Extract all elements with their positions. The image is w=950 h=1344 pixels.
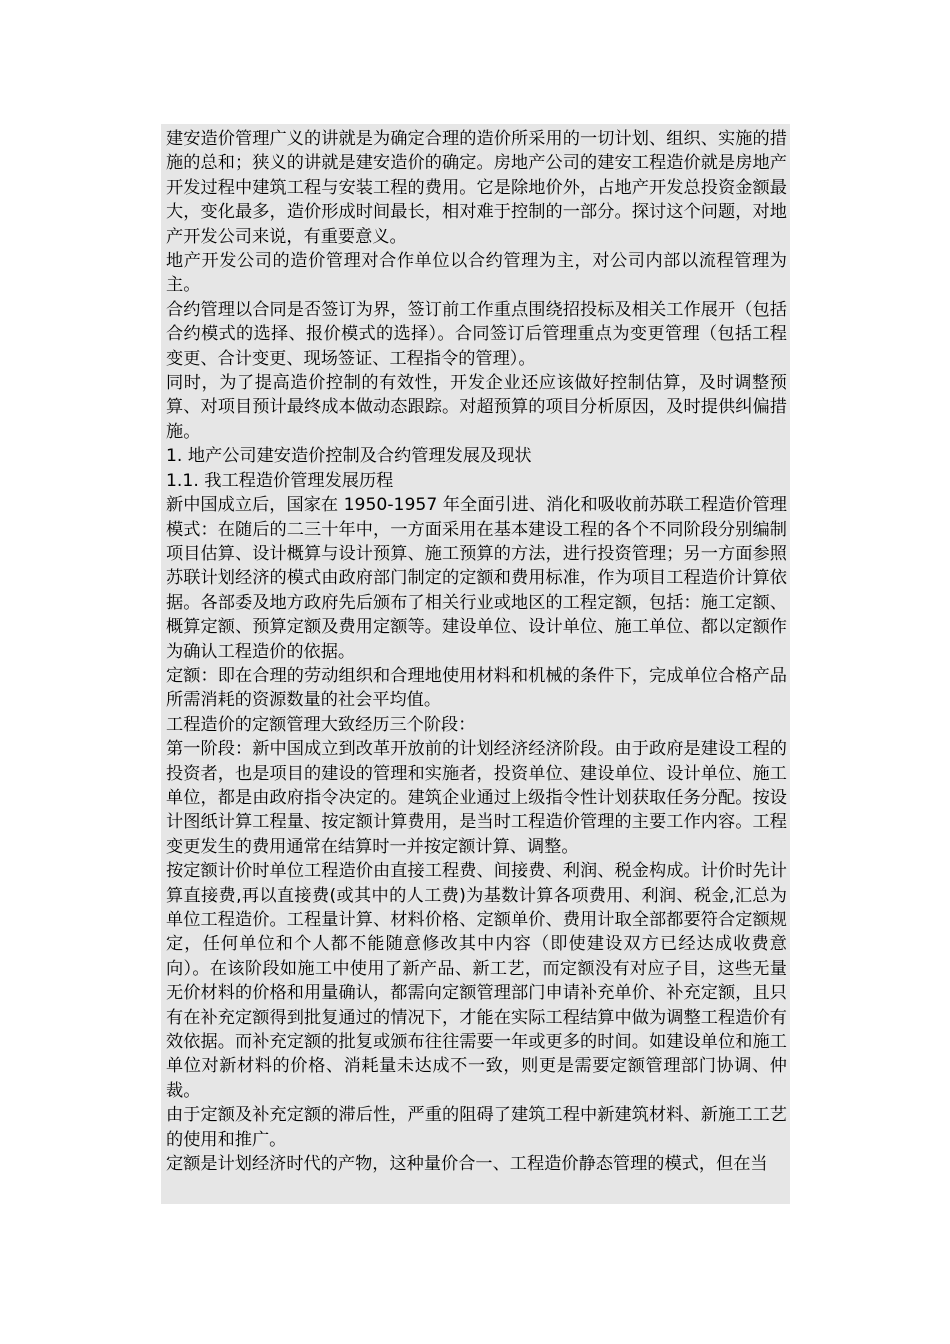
paragraph-planned-economy: 定额是计划经济时代的产物，这种量价合一、工程造价静态管理的模式，但在当	[166, 1154, 768, 1175]
paragraph-stage-one: 第一阶段：新中国成立到改革开放前的计划经济经济阶段。由于政府是建设工程的投资者，也是项目的建设的管理和实施者，投资单位、建设单位、设计单位、施工单位，都是由政府指令决定的。建筑企业通过上级指令性计划获取任务分配。按设计图纸计算工程量、按定额计算费用，是当时工程造价管理的主要工作内容。工程变更发生的费用通常在结算时一并按定额计算、调整。	[166, 739, 787, 857]
paragraph-three-stages: 工程造价的定额管理大致经历三个阶段：	[166, 714, 476, 735]
document-text-block	[161, 124, 790, 1204]
paragraph-quota-definition: 定额：即在合理的劳动组织和合理地使用材料和机械的条件下，完成单位合格产品所需消耗的资源数量的社会平均值。	[166, 665, 787, 711]
paragraph-contract-management: 合约管理以合同是否签订为界，签订前工作重点围绕招投标及相关工作展开（包括合约模式的选择、报价模式的选择）。合同签订后管理重点为变更管理（包括工程变更、合计变更、现场签证、工程指令的管理）。	[166, 299, 787, 369]
paragraph-cost-control: 同时，为了提高造价控制的有效性，开发企业还应该做好控制估算，及时调整预算、对项目预计最终成本做动态跟踪。对超预算的项目分析原因，及时提供纠偏措施。	[166, 373, 787, 442]
paragraph-management-scope: 地产开发公司的造价管理对合作单位以合约管理为主，对公司内部以流程管理为主。	[166, 251, 787, 296]
paragraph-quota-pricing: 按定额计价时单位工程造价由直接工程费、间接费、利润、税金构成。计价时先计算直接费,再以直接费(或其中的人工费)为基数计算各项费用、利润、税金,汇总为单位工程造价。工程量计算、材料价格、定额单价、费用计取全部都要符合定额规定，任何单位和个人都不能随意修改其中内容（即使建设双方已经达成收费意向）。在该阶段如施工中使用了新产品、新工艺，而定额没有对应子目，这些无量无价材料的价格和用量确认，都需向定额管理部门申请补充单价、补充定额，且只有在补充定额得到批复通过的情况下，才能在实际工程结算中做为调整工程造价有效依据。而补充定额的批复或颁布往往需要一年或更多的时间。如建设单位和施工单位对新材料的价格、消耗量未达成不一致，则更是需要定额管理部门协调、仲裁。	[166, 861, 787, 1101]
paragraph-quota-lag: 由于定额及补充定额的滞后性，严重的阻碍了建筑工程中新建筑材料、新施工工艺的使用和推广。	[166, 1105, 787, 1150]
section-heading-1-1: 1.1. 我工程造价管理发展历程	[166, 470, 394, 491]
section-heading-1: 1. 地产公司建安造价控制及合约管理发展及现状	[166, 446, 532, 467]
paragraph-intro: 建安造价管理广义的讲就是为确定合理的造价所采用的一切计划、组织、实施的措施的总和；狭义的讲就是建安造价的确定。房地产公司的建安工程造价就是房地产开发过程中建筑工程与安装工程的费用。它是除地价外，占地产开发总投资金额最大，变化最多，造价形成时间最长，相对难于控制的一部分。探讨这个问题，对地产开发公司来说，有重要意义。	[166, 129, 787, 247]
paragraph-history: 新中国成立后，国家在 1950-1957 年全面引进、消化和吸收前苏联工程造价管理模式：在随后的二三十年中，一方面采用在基本建设工程的各个不同阶段分别编制项目估算、设计概算与设计预算、施工预算的方法，进行投资管理；另一方面参照苏联计划经济的模式由政府部门制定的定额和费用标准，作为项目工程造价计算依据。各部委及地方政府先后颁布了相关行业或地区的工程定额，包括：施工定额、概算定额、预算定额及费用定额等。建设单位、设计单位、施工单位、都以定额作为确认工程造价的依据。	[166, 495, 787, 662]
